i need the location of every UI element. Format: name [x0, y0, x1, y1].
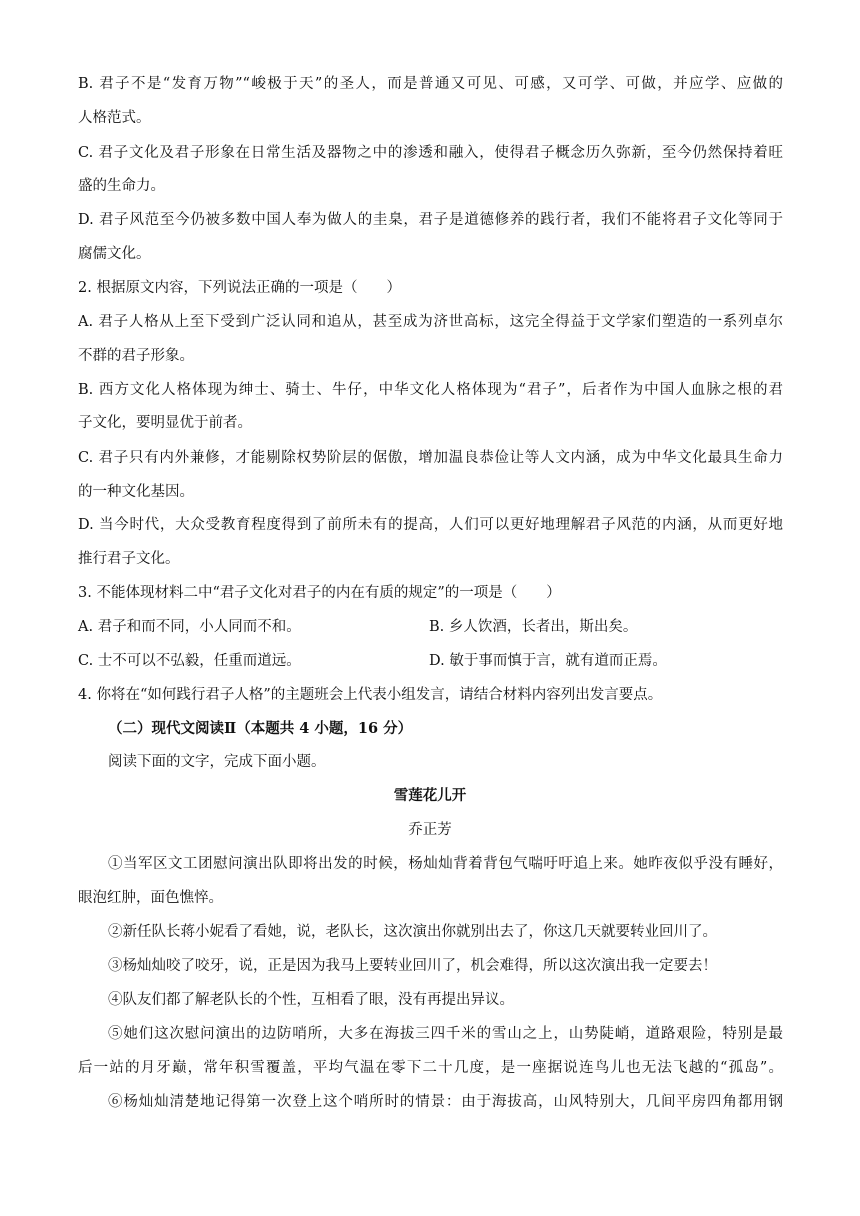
q2-option-a-line1: A. 君子人格从上至下受到广泛认同和追从，甚至成为济世高标，这完全得益于文学家们塑造的一系列卓尔	[78, 314, 783, 330]
story-title: 雪莲花儿开	[393, 787, 467, 804]
q3-stem: 3. 不能体现材料二中“君子文化对君子的内在有质的规定”的一项是（ ）	[78, 585, 561, 601]
q2-option-c-line2: 的一种文化基因。	[78, 484, 194, 500]
q1-option-d-line2: 腐儒文化。	[78, 246, 151, 262]
q1-option-b-line1: B. 君子不是“发育万物”“峻极于天”的圣人，而是普通又可见、可感，又可学、可做，并应学、应做的	[78, 76, 783, 92]
story-paragraph-2: ②新任队长蒋小妮看了看她，说，老队长，这次演出你就别出去了，你这几天就要转业回川了。	[108, 924, 717, 940]
q1-option-c-line1: C. 君子文化及君子形象在日常生活及器物之中的渗透和融入，使得君子概念历久弥新，至今仍然保持着旺	[78, 145, 783, 161]
q2-option-b-line2: 子文化，要明显优于前者。	[78, 415, 252, 431]
q3-option-a: A. 君子和而不同，小人同而不和。	[78, 619, 301, 635]
q4-stem: 4. 你将在“如何践行君子人格”的主题班会上代表小组发言，请结合材料内容列出发言要点。	[78, 687, 663, 703]
q2-option-b-line1: B. 西方文化人格体现为绅士、骑士、牛仔，中华文化人格体现为“君子”，后者作为中国人血脉之根的君	[78, 382, 783, 398]
q3-option-c: C. 士不可以不弘毅，任重而道远。	[78, 653, 301, 669]
story-paragraph-1-line1: ①当军区文工团慰问演出队即将出发的时候，杨灿灿背着背包气喘吁吁追上来。她昨夜似乎没有睡好，	[108, 856, 783, 872]
section-instruction: 阅读下面的文字，完成下面小题。	[108, 754, 326, 770]
q2-option-d-line1: D. 当今时代，大众受教育程度得到了前所未有的提高，人们可以更好地理解君子风范的内涵，从而更好地	[78, 517, 783, 533]
q1-option-c-line2: 盛的生命力。	[78, 178, 165, 194]
q2-option-d-line2: 推行君子文化。	[78, 551, 180, 567]
q1-option-b-line2: 人格范式。	[78, 110, 151, 126]
section-heading: （二）现代文阅读Ⅱ（本题共 4 小题，16 分）	[108, 720, 413, 737]
story-paragraph-1-line2: 眼泡红肿，面色憔悴。	[78, 890, 223, 906]
story-paragraph-5-line2: 后一站的月牙巅，常年积雪覆盖，平均气温在零下二十几度，是一座据说连鸟儿也无法飞越的“孤岛”。	[78, 1060, 783, 1076]
q3-option-b: B. 乡人饮酒，长者出，斯出矣。	[429, 619, 638, 635]
q2-option-c-line1: C. 君子只有内外兼修，才能剔除权势阶层的倨傲，增加温良恭俭让等人文内涵，成为中华文化最具生命力	[78, 450, 783, 466]
story-paragraph-5-line1: ⑤她们这次慰问演出的边防哨所，大多在海拔三四千米的雪山之上，山势陡峭，道路艰险，特别是最	[108, 1026, 783, 1042]
story-paragraph-6-line1: ⑥杨灿灿清楚地记得第一次登上这个哨所时的情景：由于海拔高，山风特别大，几间平房四角都用钢	[108, 1094, 783, 1110]
q2-option-a-line2: 不群的君子形象。	[78, 348, 194, 364]
q1-option-d-line1: D. 君子风范至今仍被多数中国人奉为做人的圭臬，君子是道德修养的践行者，我们不能将君子文化等同于	[78, 212, 783, 228]
q3-option-d: D. 敏于事而慎于言，就有道而正焉。	[429, 653, 667, 669]
q2-stem: 2. 根据原文内容，下列说法正确的一项是（ ）	[78, 280, 401, 296]
story-paragraph-4: ④队友们都了解老队长的个性，互相看了眼，没有再提出异议。	[108, 992, 514, 1008]
story-paragraph-3: ③杨灿灿咬了咬牙，说，正是因为我马上要转业回川了，机会难得，所以这次演出我一定要去！	[108, 958, 717, 974]
story-author: 乔正芳	[408, 822, 452, 838]
